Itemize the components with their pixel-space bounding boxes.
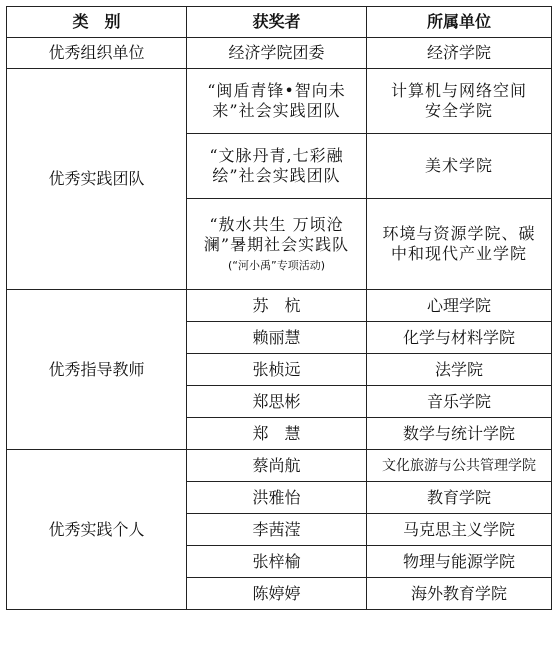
- winner-cell: [187, 199, 367, 290]
- awards-table: [6, 6, 552, 610]
- unit-cell: [367, 69, 552, 134]
- winner-cell: 张梓榆: [187, 546, 367, 578]
- winner-cell: 郑 慧: [187, 418, 367, 450]
- winner-cell: 陈婷婷: [187, 578, 367, 610]
- winner-cell: 蔡尚航: [187, 450, 367, 482]
- unit-cell: 马克思主义学院: [367, 514, 552, 546]
- winner-cell: 洪雅怡: [187, 482, 367, 514]
- winner-note: (“河小禹”专项活动): [228, 259, 325, 272]
- header-category: 类 别: [7, 7, 187, 38]
- category-individuals: 优秀实践个人: [7, 450, 187, 610]
- unit-cell: 音乐学院: [367, 386, 552, 418]
- team-row: [7, 69, 552, 134]
- unit-line: 美术学院: [424, 156, 493, 175]
- winner-line: “文脉丹青,七彩融: [209, 146, 344, 165]
- unit-cell: 物理与能源学院: [367, 546, 552, 578]
- category-teachers: 优秀指导教师: [7, 290, 187, 450]
- unit-cell: 化学与材料学院: [367, 322, 552, 354]
- unit-cell: 法学院: [367, 354, 552, 386]
- unit-line: 环境与资源学院、碳: [382, 224, 536, 243]
- unit-line: 中和现代产业学院: [390, 244, 527, 263]
- category-team: 优秀实践团队: [7, 69, 187, 290]
- winner-cell: 郑思彬: [187, 386, 367, 418]
- unit-cell: 数学与统计学院: [367, 418, 552, 450]
- unit-line: 计算机与网络空间: [390, 81, 527, 100]
- winner-cell: 李茜滢: [187, 514, 367, 546]
- winner-line: “敖水共生 万顷沧: [209, 215, 344, 234]
- winner-line: “闽盾青锋•智向未: [207, 81, 346, 100]
- winner-line: 绘”社会实践团队: [212, 166, 341, 185]
- winner-cell: 张桢远: [187, 354, 367, 386]
- winner-cell: 经济学院团委: [187, 38, 367, 69]
- unit-cell: 海外教育学院: [367, 578, 552, 610]
- unit-cell: 经济学院: [367, 38, 552, 69]
- header-winner: 获奖者: [187, 7, 367, 38]
- unit-cell: [367, 134, 552, 199]
- unit-cell: 心理学院: [367, 290, 552, 322]
- winner-cell: [187, 134, 367, 199]
- unit-cell: 文化旅游与公共管理学院: [367, 450, 552, 482]
- awards-table-container: [6, 6, 552, 610]
- category-org: 优秀组织单位: [7, 38, 187, 69]
- unit-cell: [367, 199, 552, 290]
- winner-cell: [187, 69, 367, 134]
- header-unit: 所属单位: [367, 7, 552, 38]
- winner-line: 澜”暑期社会实践队: [203, 235, 350, 254]
- header-row: [7, 7, 552, 38]
- individual-row: [7, 450, 552, 482]
- org-row: [7, 38, 552, 69]
- winner-line: 来”社会实践团队: [212, 101, 341, 120]
- winner-cell: 赖丽慧: [187, 322, 367, 354]
- winner-cell: 苏 杭: [187, 290, 367, 322]
- unit-line: 安全学院: [424, 101, 493, 120]
- teacher-row: [7, 290, 552, 322]
- unit-cell: 教育学院: [367, 482, 552, 514]
